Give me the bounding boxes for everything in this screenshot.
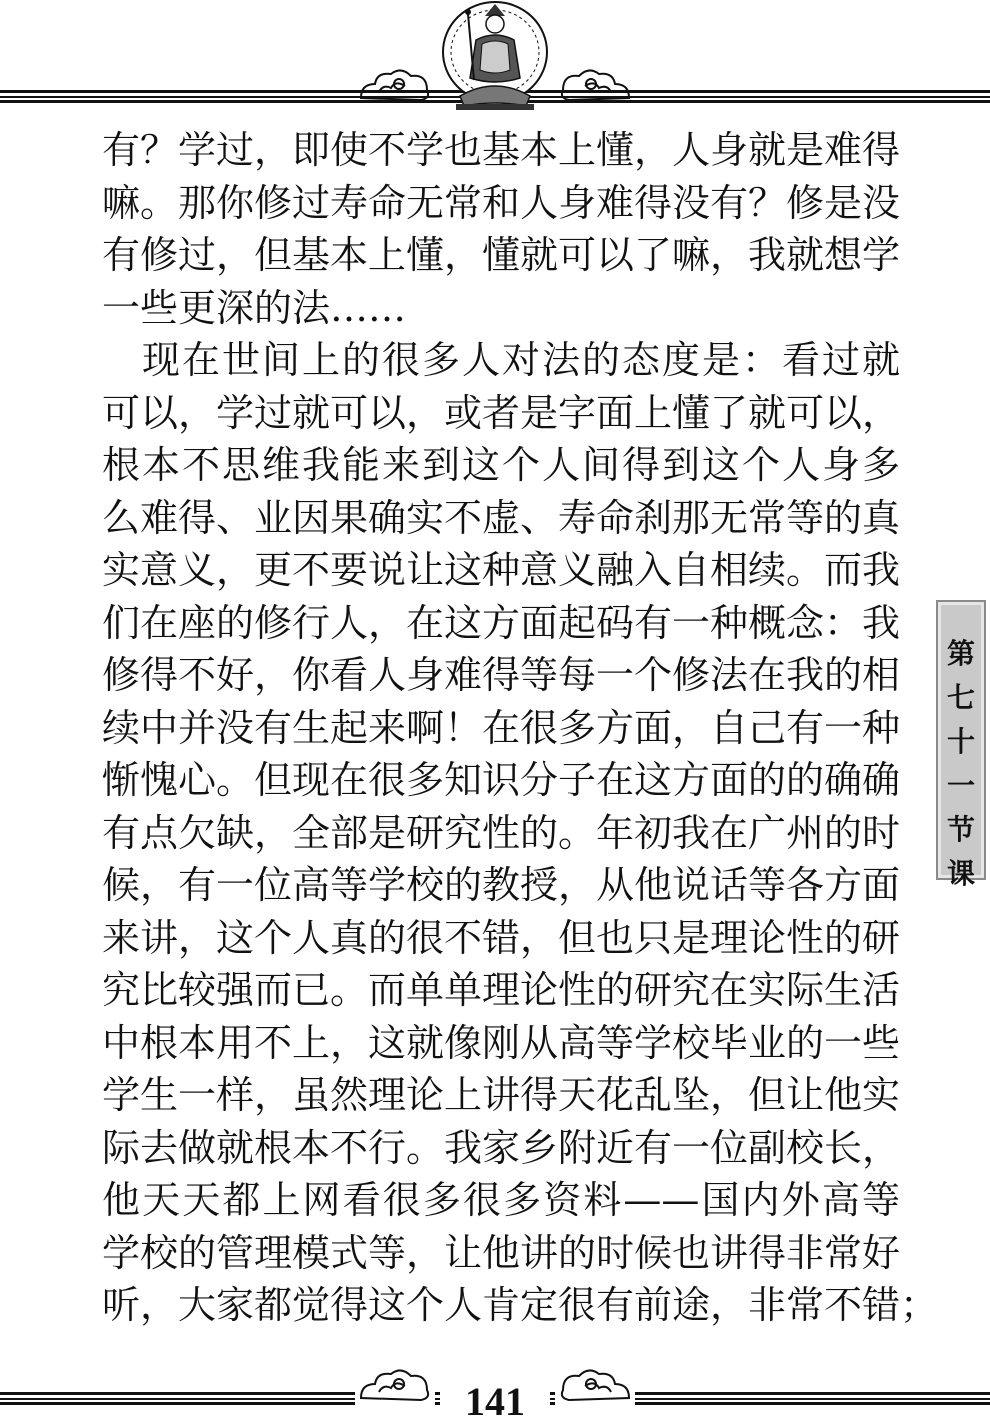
side-tab-char: 一	[946, 769, 975, 802]
text-line: 一些更深的法……	[102, 285, 407, 330]
text-line: 听，大家都觉得这个人肯定很有前途，非常不错；	[102, 1283, 939, 1327]
text-line: 学生一样，虽然理论上讲得天花乱坠，但让他实	[102, 1073, 901, 1117]
side-tab-char: 七	[946, 681, 975, 714]
text-line: 么难得、业因果确实不虚、寿命刹那无常等的真	[102, 495, 901, 540]
body-text	[102, 124, 939, 1332]
text-line: 来讲，这个人真的很不错，但也只是理论性的研	[102, 915, 901, 960]
chapter-side-tab	[936, 600, 986, 890]
footer-cloud-right-icon	[555, 1362, 635, 1406]
header-cloud-right-icon	[555, 62, 635, 106]
text-line: 实意义，更不要说让这种意义融入自相续。而我	[102, 548, 901, 592]
text-line: 学校的管理模式等，让他讲的时候也讲得非常好	[102, 1230, 901, 1275]
text-line: 有修过，但基本上懂，懂就可以了嘛，我就想学	[102, 233, 901, 277]
text-line: 际去做就根本不行。我家乡附近有一位副校长，	[102, 1125, 901, 1170]
text-line: 现在世间上的很多人对法的态度是：看过就	[102, 338, 900, 382]
text-line: 有？学过，即使不学也基本上懂，人身就是难得	[102, 128, 901, 172]
text-line: 修得不好，你看人身难得等每一个修法在我的相	[102, 653, 901, 697]
footer-cloud-left-icon	[355, 1362, 435, 1406]
text-line: 候，有一位高等学校的教授，从他说话等各方面	[102, 863, 901, 907]
text-line: 中根本用不上，这就像刚从高等学校毕业的一些	[102, 1020, 901, 1065]
text-line: 们在座的修行人，在这方面起码有一种概念：我	[102, 600, 901, 645]
text-line: 他天天都上网看很多很多资料——国内外高等	[102, 1178, 900, 1222]
text-line: 可以，学过就可以，或者是字面上懂了就可以，	[102, 390, 901, 435]
text-line: 有点欠缺，全部是研究性的。年初我在广州的时	[102, 810, 901, 855]
text-line: 究比较强而已。而单单理论性的研究在实际生活	[102, 968, 901, 1012]
side-tab-char: 十	[946, 725, 975, 758]
side-tab-char: 课	[946, 857, 975, 890]
text-line: 嘛。那你修过寿命无常和人身难得没有？修是没	[102, 180, 901, 225]
text-line: 惭愧心。但现在很多知识分子在这方面的的确确	[102, 758, 901, 802]
side-tab-char: 节	[946, 813, 975, 846]
side-tab-char: 第	[946, 637, 975, 670]
header-cloud-left-icon	[355, 62, 435, 106]
padmasambhava-deity-icon	[438, 0, 552, 112]
text-line: 根本不思维我能来到这个人间得到这个人身多	[102, 443, 900, 487]
page-number: 141	[465, 1379, 525, 1424]
text-line: 续中并没有生起来啊！在很多方面，自己有一种	[102, 705, 901, 750]
